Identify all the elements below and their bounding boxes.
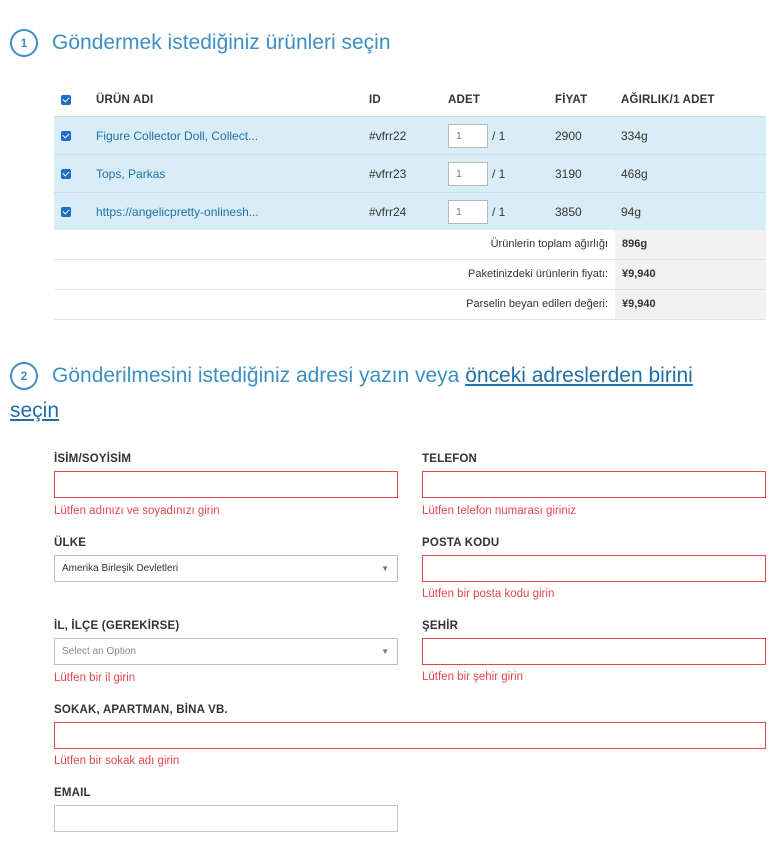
province-label: İL, İLÇE (GEREKİRSE): [54, 620, 180, 632]
step-number-badge: 1: [10, 29, 38, 57]
country-select[interactable]: [54, 555, 398, 582]
header-name: ÜRÜN ADI: [96, 94, 154, 106]
phone-field[interactable]: [422, 471, 766, 498]
product-weight: 468g: [621, 166, 648, 181]
step-1-heading: [10, 29, 391, 60]
step-title: [52, 359, 693, 393]
street-field[interactable]: [54, 722, 766, 749]
quantity-input[interactable]: 1: [448, 162, 488, 186]
step-title-continuation: [10, 394, 59, 428]
summary-total-weight: [54, 230, 766, 260]
step-title-text: Gönderilmesini istediğiniz adresi yazın veya: [52, 364, 460, 387]
city-error: Lütfen bir şehir girin: [422, 671, 523, 683]
city-field[interactable]: [422, 638, 766, 665]
summary-value: ¥9,940: [615, 290, 766, 319]
step-title: Göndermek istediğiniz ürünleri seçin: [52, 31, 391, 54]
summary-label: Paketinizdeki ürünlerin fiyatı:: [467, 268, 608, 280]
dropdown-arrow-icon: ▼: [381, 564, 389, 573]
products-table: [54, 84, 766, 320]
quantity-input[interactable]: 1: [448, 124, 488, 148]
quantity-max: / 1: [492, 128, 506, 143]
country-selected-value: Amerika Birleşik Devletleri: [62, 563, 179, 574]
country-label: ÜLKE: [54, 537, 87, 549]
product-link[interactable]: Tops, Parkas: [96, 166, 166, 181]
table-row: [54, 116, 766, 154]
header-weight: AĞIRLIK/1 ADET: [621, 94, 715, 106]
previous-addresses-link-end[interactable]: seçin: [10, 399, 60, 422]
street-error: Lütfen bir sokak adı girin: [54, 755, 180, 767]
name-error: Lütfen adınızı ve soyadınızı girin: [54, 505, 220, 517]
postal-label: POSTA KODU: [422, 537, 500, 549]
province-placeholder: Select an Option: [62, 646, 136, 657]
product-weight: 334g: [621, 128, 648, 143]
step-2-heading: [10, 362, 750, 393]
summary-value: ¥9,940: [615, 260, 766, 289]
name-label: İSİM/SOYİSİM: [54, 453, 132, 465]
previous-addresses-link[interactable]: önceki adreslerden birini: [465, 364, 693, 387]
table-header-row: [54, 84, 766, 116]
province-error: Lütfen bir il girin: [54, 672, 136, 684]
product-price: 3190: [555, 166, 582, 181]
city-label: ŞEHİR: [422, 620, 459, 632]
dropdown-arrow-icon: ▼: [381, 647, 389, 656]
row-checkbox[interactable]: [61, 169, 71, 179]
summary-label: Ürünlerin toplam ağırlığı: [490, 238, 608, 250]
quantity-max: / 1: [492, 166, 506, 181]
email-label: EMAIL: [54, 787, 91, 799]
step-number-badge: 2: [10, 362, 38, 390]
row-checkbox[interactable]: [61, 207, 71, 217]
header-price: FİYAT: [555, 94, 588, 106]
summary-value: 896g: [615, 230, 766, 259]
select-all-checkbox[interactable]: [61, 95, 71, 105]
product-link[interactable]: Figure Collector Doll, Collect...: [96, 128, 259, 143]
row-checkbox[interactable]: [61, 131, 71, 141]
email-field[interactable]: [54, 805, 398, 832]
summary-package-price: [54, 260, 766, 290]
quantity-input[interactable]: 1: [448, 200, 488, 224]
product-price: 3850: [555, 204, 582, 219]
product-id: #vfrr23: [369, 166, 407, 181]
postal-error: Lütfen bir posta kodu girin: [422, 588, 555, 600]
header-qty: ADET: [448, 94, 481, 106]
product-price: 2900: [555, 128, 582, 143]
postal-code-field[interactable]: [422, 555, 766, 582]
header-id: ID: [369, 94, 381, 106]
table-row: [54, 192, 766, 230]
product-link[interactable]: https://angelicpretty-onlinesh...: [96, 204, 259, 219]
name-field[interactable]: [54, 471, 398, 498]
province-select[interactable]: [54, 638, 398, 665]
phone-label: TELEFON: [422, 453, 478, 465]
product-id: #vfrr22: [369, 128, 407, 143]
quantity-max: / 1: [492, 204, 506, 219]
table-row: [54, 154, 766, 192]
product-id: #vfrr24: [369, 204, 407, 219]
street-label: SOKAK, APARTMAN, BİNA VB.: [54, 704, 228, 716]
summary-label: Parselin beyan edilen değeri:: [466, 298, 608, 310]
product-weight: 94g: [621, 204, 642, 219]
summary-declared-value: [54, 290, 766, 320]
phone-error: Lütfen telefon numarası giriniz: [422, 505, 577, 517]
